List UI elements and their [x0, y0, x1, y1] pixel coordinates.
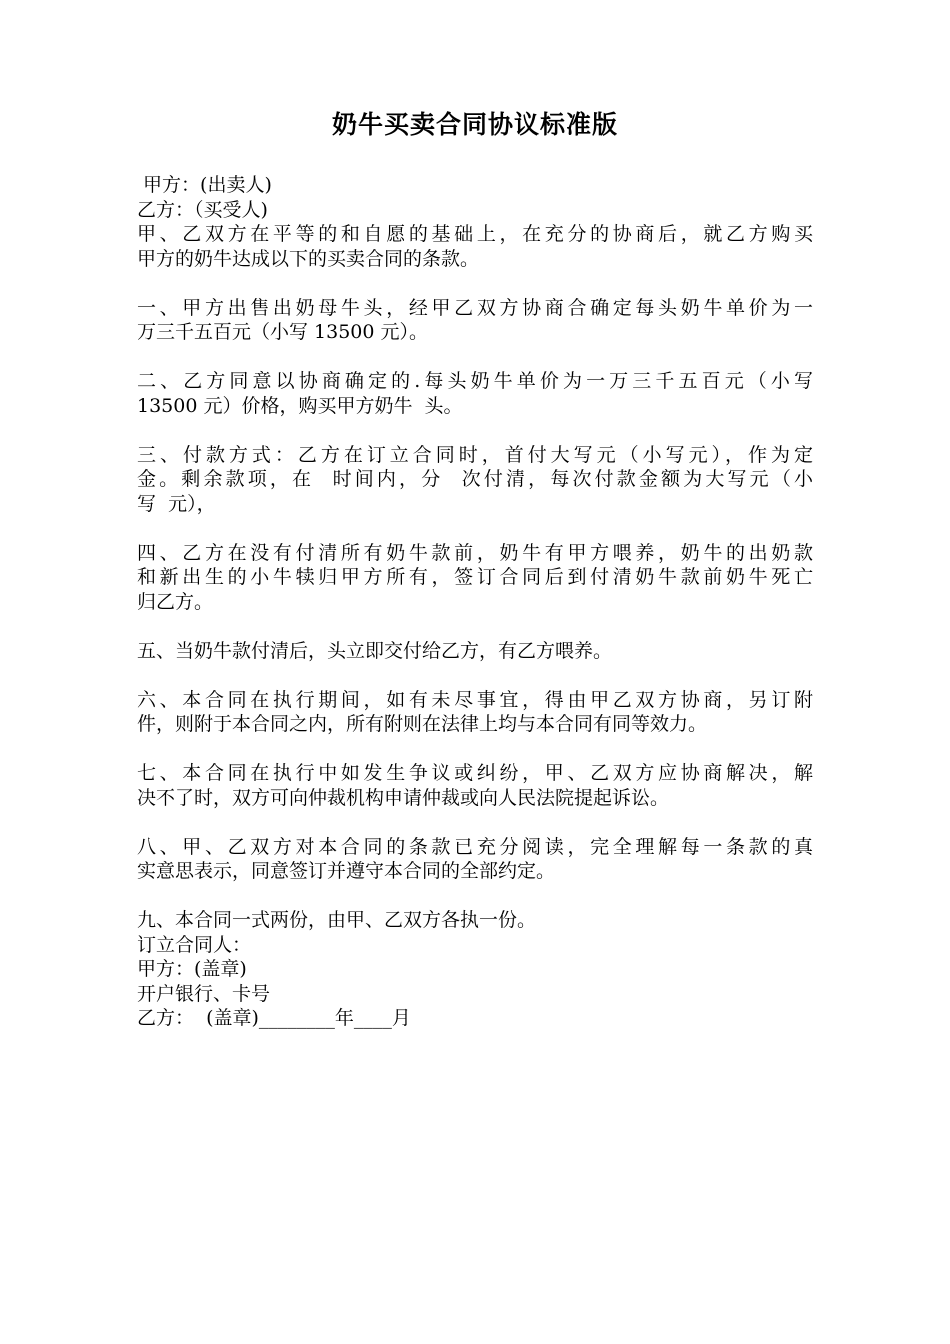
paragraph-line: 六、本合同在执行期间，如有未尽事宜，得由甲乙双方协商，另订附 [137, 688, 813, 711]
clause-2 [137, 369, 813, 418]
paragraph-line: 五、当奶牛款付清后，头立即交付给乙方，有乙方喂养。 [137, 639, 613, 662]
document-title: 奶牛买卖合同协议标准版 [331, 110, 618, 139]
paragraph-line: 二、乙方同意以协商确定的.每头奶牛单价为一万三千五百元（小写 [137, 370, 813, 392]
paragraph-line: 实意思表示，同意签订并遵守本合同的全部约定。 [137, 860, 556, 882]
paragraph-line: 13500 元）价格，购买甲方奶牛 头。 [137, 394, 463, 417]
clause-6 [137, 688, 813, 737]
paragraph-line: 件，则附于本合同之内，所有附则在法律上均与本合同有同等效力。 [137, 713, 708, 735]
intro-paragraph [137, 222, 813, 271]
clause-9: 九、本合同一式两份，由甲、乙双方各执一份。 [137, 909, 537, 931]
paragraph-line: 决不了时，双方可向仲裁机构申请仲裁或向人民法院提起诉讼。 [137, 786, 670, 809]
contract-body [137, 173, 813, 1031]
paragraph-line: 一、甲方出售出奶母牛头，经甲乙双方协商合确定每头奶牛单价为一 [137, 296, 813, 319]
clause-1 [137, 296, 813, 345]
party-b-line: 乙方：（买受人) [137, 198, 268, 221]
paragraph-line: 归乙方。 [137, 590, 214, 613]
party-a-seal: 甲方：(盖章) [137, 958, 247, 980]
paragraph-line: 四、乙方在没有付清所有奶牛款前，奶牛有甲方喂养，奶牛的出奶款 [137, 541, 813, 564]
party-b-seal-date: 乙方： (盖章)________年____月 [137, 1007, 411, 1029]
clause-3 [137, 443, 813, 517]
clause-7 [137, 761, 813, 810]
paragraph-line: 写 元）， [137, 492, 216, 515]
paragraph-line: 金。剩余款项，在 时间内，分 次付清，每次付款金额为大写元（小 [137, 468, 813, 490]
clause-5 [137, 639, 813, 664]
paragraph-line: 八、甲、乙双方对本合同的条款已充分阅读，完全理解每一条款的真 [137, 835, 813, 858]
paragraph-line: 甲方的奶牛达成以下的买卖合同的条款。 [137, 247, 480, 270]
paragraph-line: 三、付款方式：乙方在订立合同时，首付大写元（小写元），作为定 [137, 443, 813, 466]
clause-4 [137, 541, 813, 615]
paragraph-line: 和新出生的小牛犊归甲方所有，签订合同后到付清奶牛款前奶牛死亡 [137, 566, 813, 588]
bank-account-label: 开户银行、卡号 [137, 982, 271, 1005]
paragraph-line: 甲、乙双方在平等的和自愿的基础上，在充分的协商后，就乙方购买 [137, 223, 813, 245]
paragraph-line: 七、本合同在执行中如发生争议或纠纷，甲、乙双方应协商解决，解 [137, 762, 813, 784]
clause-8 [137, 835, 813, 884]
signatories-label: 订立合同人： [137, 933, 252, 956]
party-a-line: 甲方：(出卖人) [137, 174, 272, 196]
paragraph-line: 万三千五百元（小写 13500 元）。 [137, 321, 429, 343]
